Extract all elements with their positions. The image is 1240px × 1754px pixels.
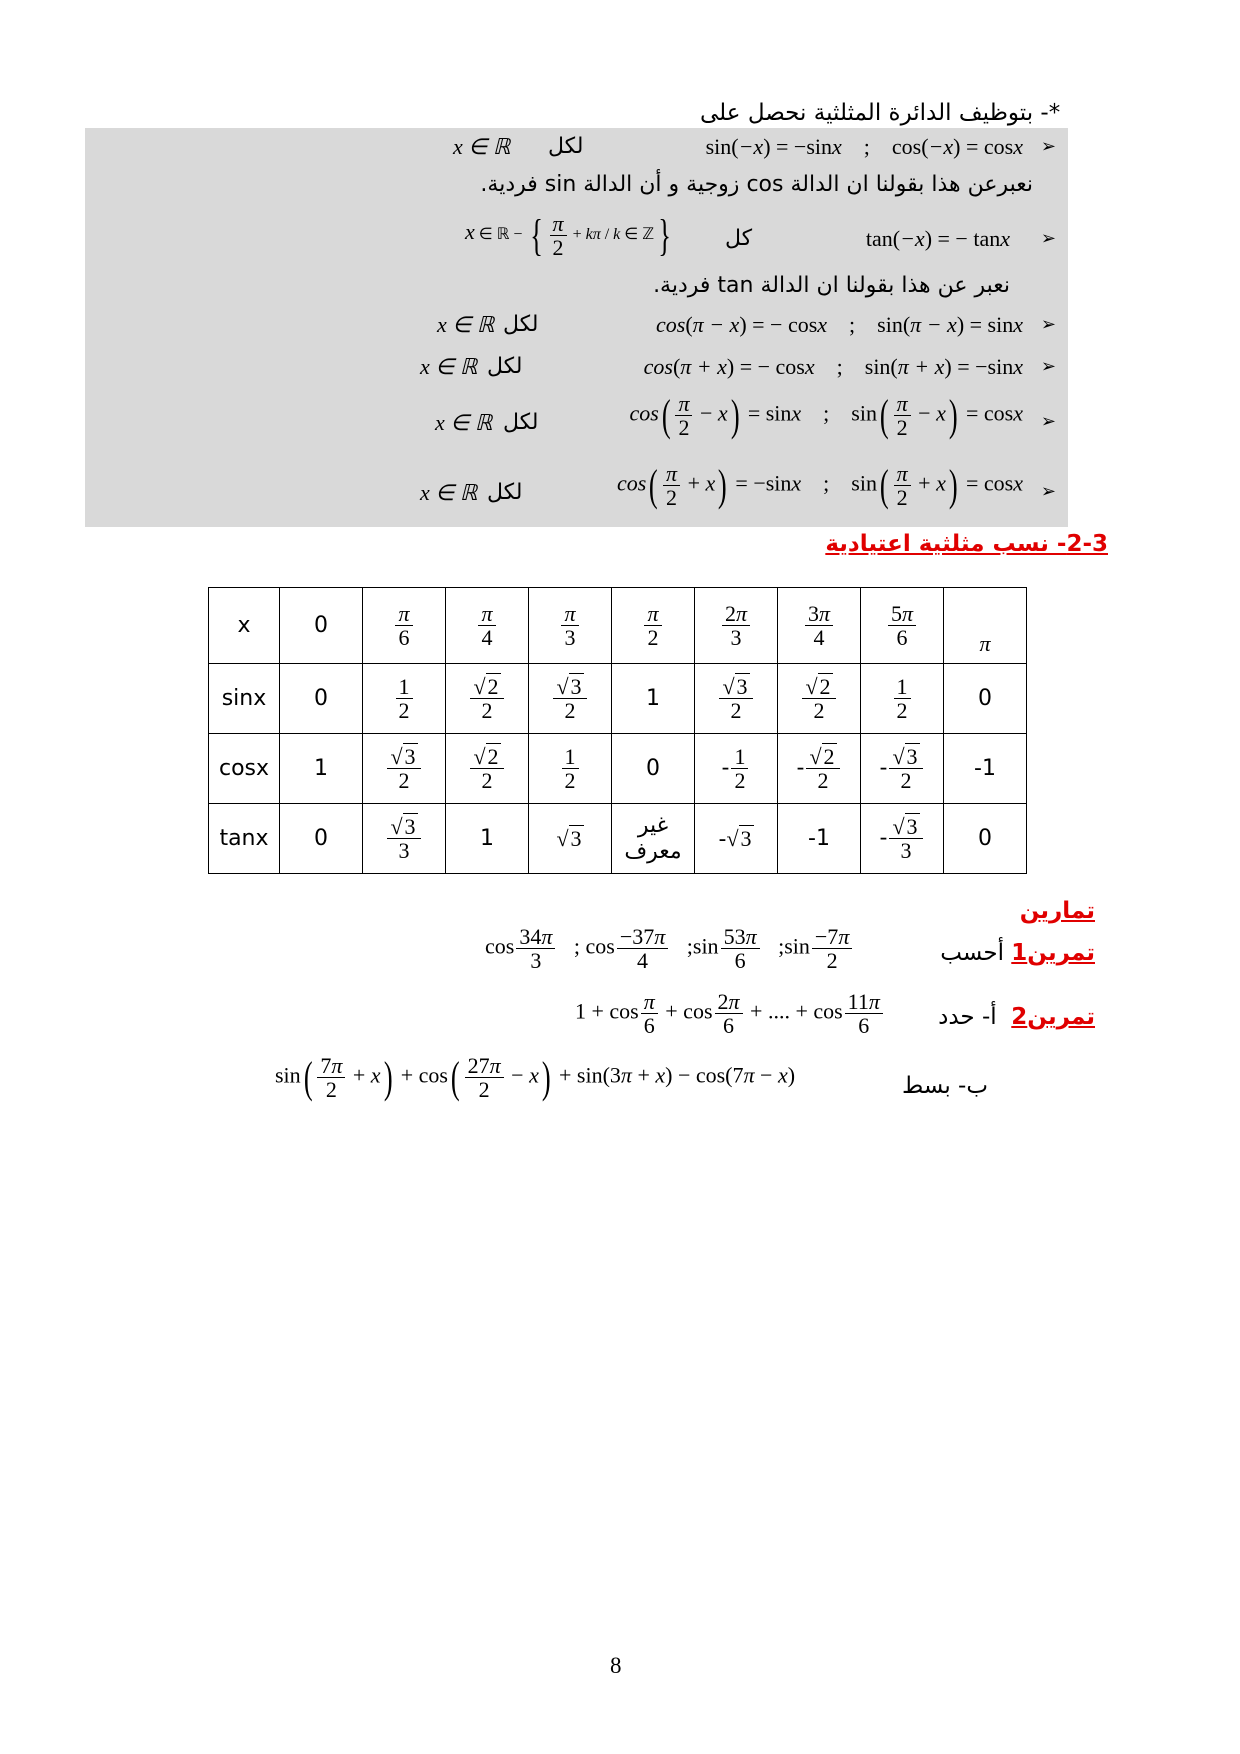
arrow-bullet-icon: ➢ bbox=[1040, 314, 1056, 335]
table-cell: 1 bbox=[612, 664, 695, 734]
for-all-label: لكل bbox=[503, 410, 539, 435]
identity-row-1: ➢ sin(−x) = −sinx ; cos(−x) = cosx لكل x ∈ ℝ bbox=[453, 134, 1056, 159]
exercise-2a-expression: 1 + cos $\frac{\pi}{6}$ + cos $\frac{2\pi}{6}$ + .... + cos $\frac{11\pi}{6}$ bbox=[575, 990, 885, 1037]
table-cell: 0 bbox=[612, 734, 695, 804]
table-row bbox=[209, 664, 1027, 734]
table-cell: $\frac{\pi}{2}$ bbox=[612, 588, 695, 664]
table-cell: 0 bbox=[944, 664, 1027, 734]
table-cell: - $\frac{√2}{2}$ bbox=[778, 734, 861, 804]
section-title: 2-3- نسب مثلثية اعتيادية bbox=[825, 531, 1108, 557]
table-cell: $\frac{1}{2}$ bbox=[861, 664, 944, 734]
exercise-2b-verb: ب- بسط bbox=[901, 1073, 988, 1099]
table-cell: $\frac{√3}{3}$ bbox=[363, 804, 446, 874]
for-all-label: لكل bbox=[487, 480, 523, 505]
exercise-1 bbox=[940, 940, 1095, 966]
table-cell: $\frac{√2}{2}$ bbox=[446, 734, 529, 804]
table-cell: $\frac{√2}{2}$ bbox=[778, 664, 861, 734]
table-cell: $\frac{\pi}{3}$ bbox=[529, 588, 612, 664]
table-cell: - $\frac{√3}{2}$ bbox=[861, 734, 944, 804]
intro-line: *- بتوظيف الدائرة المثلثية نحصل على bbox=[700, 100, 1061, 126]
even-odd-statement: نعبرعن هذا بقولنا ان الدالة cos زوجية و أن الدالة sin فردية. bbox=[480, 172, 1033, 197]
table-cell: $\frac{√3}{2}$ bbox=[695, 664, 778, 734]
exercise-2-label: تمرين2 bbox=[1011, 1004, 1095, 1030]
table-row bbox=[209, 804, 1027, 874]
identity-row-8: ➢ cos( $\frac{\pi}{2}$ + x) = −sinx ; sin( $\frac{\pi}{2}$ + x) = cosx لكل x ∈ ℝ bbox=[420, 460, 1056, 510]
identity-row-tan: ➢ tan(−x) = − tanx كل x ∈ ℝ − { $\frac{\pi}{2}$ + kπ / k ∈ ℤ} bbox=[465, 210, 1056, 260]
arrow-bullet-icon: ➢ bbox=[1040, 481, 1056, 502]
table-cell: $\frac{\pi}{4}$ bbox=[446, 588, 529, 664]
table-cell: 0 bbox=[280, 664, 363, 734]
trig-values-table bbox=[208, 587, 1027, 874]
identity-row-7: ➢ cos( $\frac{\pi}{2}$ − x) = sinx ; sin( $\frac{\pi}{2}$ − x) = cosx لكل x ∈ ℝ bbox=[435, 390, 1056, 440]
table-cell: -√3 bbox=[695, 804, 778, 874]
for-all-label: كل bbox=[725, 226, 753, 251]
table-cell: $\frac{√3}{2}$ bbox=[529, 664, 612, 734]
row-label: x bbox=[209, 588, 280, 664]
table-cell: 1 bbox=[446, 804, 529, 874]
identities-box bbox=[85, 128, 1068, 527]
for-all-label: لكل bbox=[503, 312, 539, 337]
table-cell: $\frac{\pi}{6}$ bbox=[363, 588, 446, 664]
page-number: 8 bbox=[610, 1653, 622, 1678]
table-cell: $\frac{3\pi}{4}$ bbox=[778, 588, 861, 664]
identity-row-6: ➢ cos(π + x) = − cosx ; sin(π + x) = −sinx لكل x ∈ ℝ bbox=[420, 354, 1056, 379]
arrow-bullet-icon: ➢ bbox=[1040, 411, 1056, 432]
table-cell: $\frac{2\pi}{3}$ bbox=[695, 588, 778, 664]
exercise-1-verb: أحسب bbox=[940, 940, 1004, 966]
table-cell: $\frac{1}{2}$ bbox=[363, 664, 446, 734]
for-all-label: لكل bbox=[548, 134, 584, 159]
identity-row-5: ➢ cos(π − x) = − cosx ; sin(π − x) = sinx لكل x ∈ ℝ bbox=[437, 312, 1056, 337]
odd-tan-statement: نعبر عن هذا بقولنا ان الدالة tan فردية. bbox=[653, 273, 1010, 298]
exercise-1-expression: cos $\frac{34\pi}{3}$ ; cos $\frac{-37\pi}{4}$ ;sin $\frac{53\pi}{6}$ ;sin $\frac{-7\pi}{2}$ bbox=[485, 925, 854, 972]
row-label: sinx bbox=[209, 664, 280, 734]
undefined-cell: غير معرف bbox=[612, 804, 695, 874]
table-row bbox=[209, 734, 1027, 804]
table-cell: -1 bbox=[778, 804, 861, 874]
table-cell: 0 bbox=[944, 804, 1027, 874]
table-cell: $\frac{1}{2}$ bbox=[529, 734, 612, 804]
table-cell: -1 bbox=[944, 734, 1027, 804]
arrow-bullet-icon: ➢ bbox=[1040, 228, 1056, 249]
exercise-2a-verb: أ- حدد bbox=[938, 1004, 997, 1030]
exercises-heading: تمارين bbox=[1019, 898, 1095, 924]
exercise-2b-expression: sin( $\frac{7\pi}{2}$ + x) + cos( $\frac{27\pi}{2}$ − x) + sin(3π + x) − cos(7π − x) bbox=[275, 1052, 796, 1102]
exercise-1-label: تمرين1 bbox=[1011, 940, 1095, 966]
table-cell: 0 bbox=[280, 588, 363, 664]
for-all-label: لكل bbox=[487, 354, 523, 379]
table-cell: √3 bbox=[529, 804, 612, 874]
arrow-bullet-icon: ➢ bbox=[1040, 136, 1056, 157]
arrow-bullet-icon: ➢ bbox=[1040, 356, 1056, 377]
table-cell: π bbox=[944, 588, 1027, 664]
table-cell: $\frac{√2}{2}$ bbox=[446, 664, 529, 734]
row-label: tanx bbox=[209, 804, 280, 874]
table-row bbox=[209, 588, 1027, 664]
table-cell: 0 bbox=[280, 804, 363, 874]
table-cell: - $\frac{√3}{3}$ bbox=[861, 804, 944, 874]
table-cell: 1 bbox=[280, 734, 363, 804]
exercise-2 bbox=[938, 1004, 1095, 1030]
table-cell: $\frac{√3}{2}$ bbox=[363, 734, 446, 804]
table-cell: - $\frac{1}{2}$ bbox=[695, 734, 778, 804]
row-label: cosx bbox=[209, 734, 280, 804]
table-cell: $\frac{5\pi}{6}$ bbox=[861, 588, 944, 664]
